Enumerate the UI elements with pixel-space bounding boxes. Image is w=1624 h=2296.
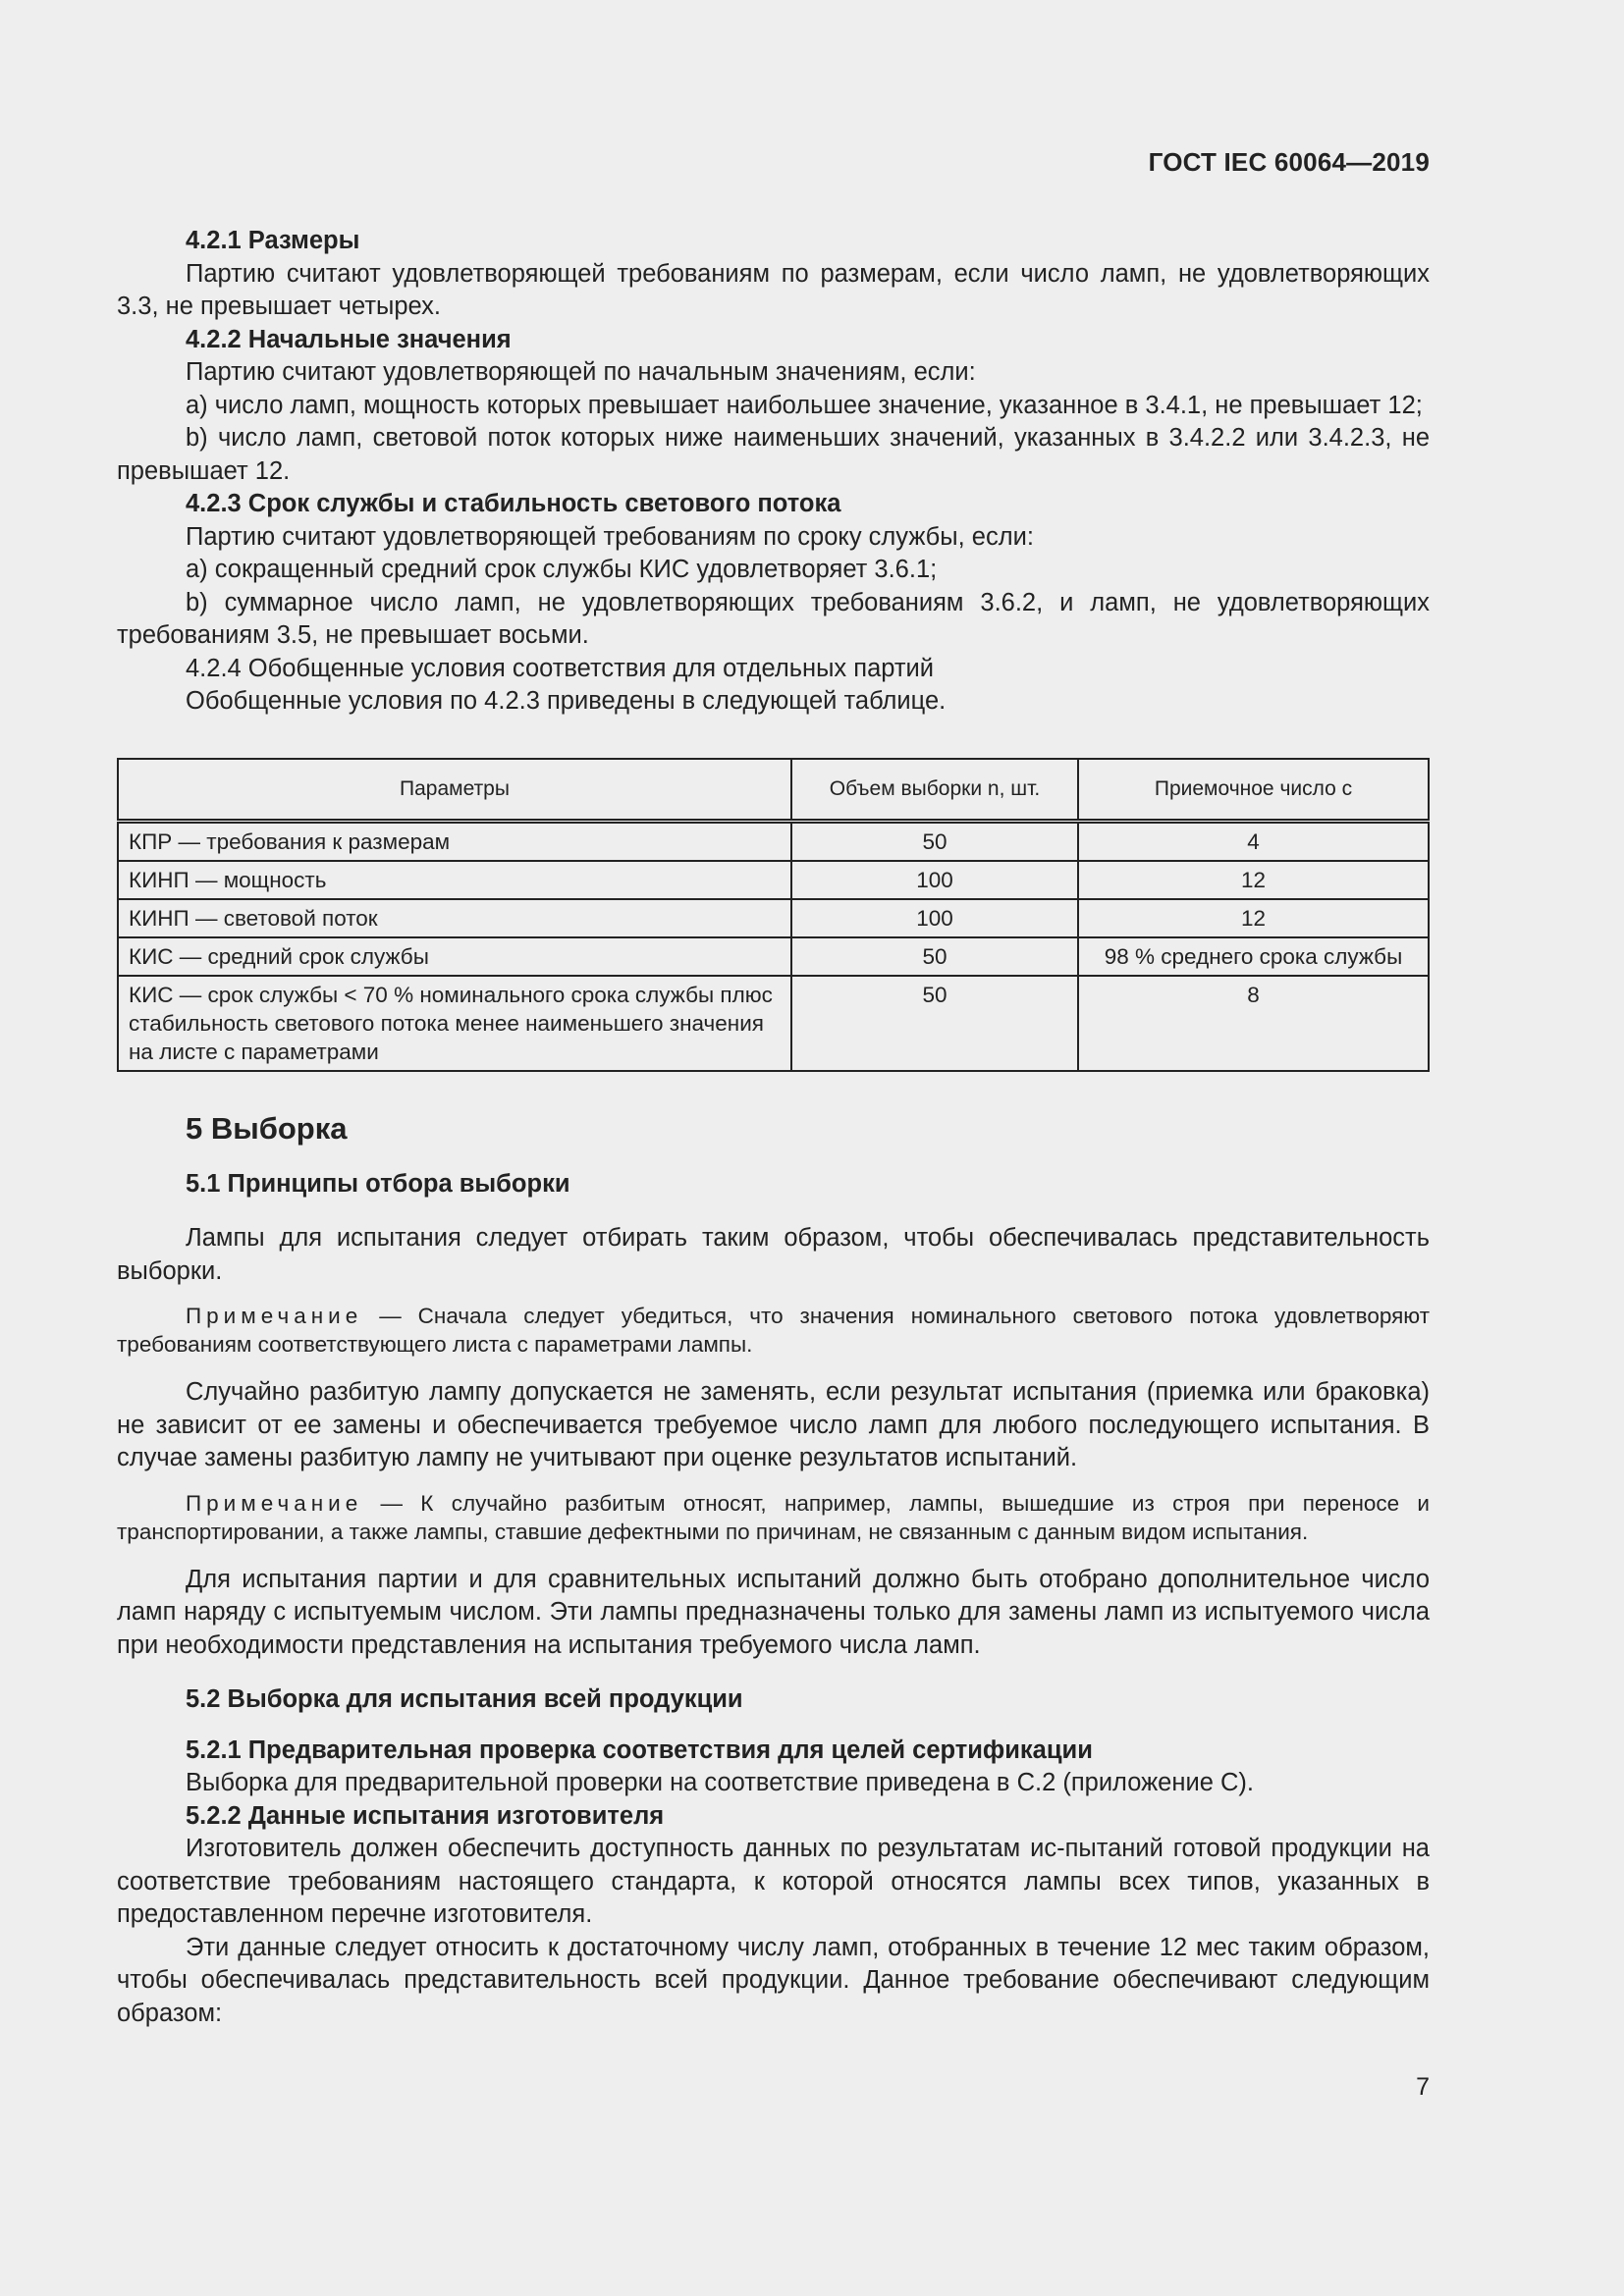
table-cell: 98 % среднего срока службы <box>1078 937 1429 976</box>
header-cell: Объем выборки n, шт. <box>791 759 1078 822</box>
section-4-2-4-title: 4.2.4 Обобщенные условия соответствия для отдельных партий <box>186 654 935 682</box>
table-cell: 50 <box>791 821 1078 861</box>
table-cell: КИНП — световой поток <box>118 899 791 937</box>
table-cell: 100 <box>791 899 1078 937</box>
header-cell: Приемочное число c <box>1078 759 1429 822</box>
paragraph: Партию считают удовлетворяющей требованиям по размерам, если число ламп, не удовлетворяющих 3.3, не превышает четырех. <box>117 259 1430 320</box>
list-item: b) число ламп, световой поток которых ниже наименьших значений, указанных в 3.4.2.2 или 3.4.2.3, не превышает 12. <box>117 424 1430 485</box>
section-4-2-1-title: 4.2.1 Размеры <box>186 227 360 254</box>
table-row <box>118 937 1429 976</box>
section-5-2-2-title: 5.2.2 Данные испытания изготовителя <box>186 1801 665 1830</box>
list-item: а) число ламп, мощность которых превышает наибольшее значение, указанное в 3.4.1, не превышает 12; <box>186 391 1423 419</box>
table-cell: 50 <box>791 937 1078 976</box>
paragraph: Для испытания партии и для сравнительных испытаний должно быть отобрано дополнительное число ламп наряду с испытуемым числом. Эти лампы предназначены только для замены ламп из испытуемого числа при необходимости представления на испытания требуемого числа ламп. <box>117 1565 1430 1659</box>
table-row <box>118 899 1429 937</box>
document-page <box>117 0 1430 2296</box>
paragraph: Партию считают удовлетворяющей требованиям по сроку службы, если: <box>186 522 1034 551</box>
table-cell: КИС — срок службы < 70 % номинального срока службы плюс стабильность светового потока менее наименьшего значения на листе с параметрами <box>118 976 791 1071</box>
note-label: Примечание <box>186 1304 363 1328</box>
note <box>117 1302 1430 1359</box>
conformity-table <box>117 758 1430 1072</box>
section-5-1-title: 5.1 Принципы отбора выборки <box>186 1169 570 1198</box>
note-text: — К случайно разбитым относят, например, лампы, вышедшие из строя при переносе и транспортировании, а также лампы, ставшие дефектными по причинам, не связанным с данным видом испытания. <box>117 1490 1430 1544</box>
table-cell: КПР — требования к размерам <box>118 821 791 861</box>
header-cell: Параметры <box>118 759 791 822</box>
paragraph: Изготовитель должен обеспечить доступность данных по результатам ис-пытаний готовой продукции на соответствие требованиям настоящего стандарта, к которой относятся лампы всех типов, указанных в предоставленном перечне изготовителя. <box>117 1835 1430 1928</box>
section-4-2-2-title: 4.2.2 Начальные значения <box>186 325 512 353</box>
paragraph: Эти данные следует относить к достаточному числу ламп, отобранных в течение 12 мес таким образом, чтобы обеспечивалась представительность всей продукции. Данное требование обеспечивают следующим образом: <box>117 1933 1430 2027</box>
table-cell: КИНП — мощность <box>118 861 791 899</box>
table-cell: 12 <box>1078 861 1429 899</box>
note <box>117 1489 1430 1546</box>
section-5-2-title: 5.2 Выборка для испытания всей продукции <box>186 1685 743 1713</box>
section-5-2-1-title: 5.2.1 Предварительная проверка соответствия для целей сертификации <box>186 1735 1093 1764</box>
table-cell: КИС — средний срок службы <box>118 937 791 976</box>
paragraph: Обобщенные условия по 4.2.3 приведены в следующей таблице. <box>186 687 947 715</box>
table-row <box>118 976 1429 1071</box>
table-cell: 50 <box>791 976 1078 1071</box>
table-cell: 4 <box>1078 821 1429 861</box>
table-row <box>118 821 1429 861</box>
section-5-title: 5 Выборка <box>186 1110 348 1146</box>
page-number: 7 <box>1416 2073 1430 2101</box>
table-cell: 8 <box>1078 976 1429 1071</box>
note-label: Примечание <box>186 1490 363 1516</box>
list-item: а) сокращенный средний срок службы КИС удовлетворяет 3.6.1; <box>186 556 938 583</box>
table-cell: 100 <box>791 861 1078 899</box>
document-id: ГОСТ IEC 60064—2019 <box>1148 147 1430 177</box>
table-header-row <box>118 759 1429 822</box>
paragraph: Выборка для предварительной проверки на соответствие приведена в С.2 (приложение С). <box>186 1769 1254 1796</box>
paragraph: Лампы для испытания следует отбирать таким образом, чтобы обеспечивалась представительность выборки. <box>117 1224 1430 1285</box>
paragraph: Партию считают удовлетворяющей по начальным значениям, если: <box>186 358 976 386</box>
table-row <box>118 861 1429 899</box>
paragraph: Случайно разбитую лампу допускается не заменять, если результат испытания (приемка или браковка) не зависит от ее замены и обеспечивается требуемое число ламп для любого последующего испытания. В случае замены разбитую лампу не учитывают при оценке результатов испытаний. <box>117 1378 1430 1471</box>
list-item: b) суммарное число ламп, не удовлетворяющих требованиям 3.6.2, и ламп, не удовлетворяющих требованиям 3.5, не превышает восьми. <box>117 588 1430 649</box>
section-4-2-3-title: 4.2.3 Срок службы и стабильность светового потока <box>186 490 841 517</box>
note-text: — Сначала следует убедиться, что значения номинального светового потока удовлетворяют требованиям соответствующего листа с параметрами лампы. <box>117 1304 1430 1357</box>
table-cell: 12 <box>1078 899 1429 937</box>
document-body <box>117 225 1430 2030</box>
